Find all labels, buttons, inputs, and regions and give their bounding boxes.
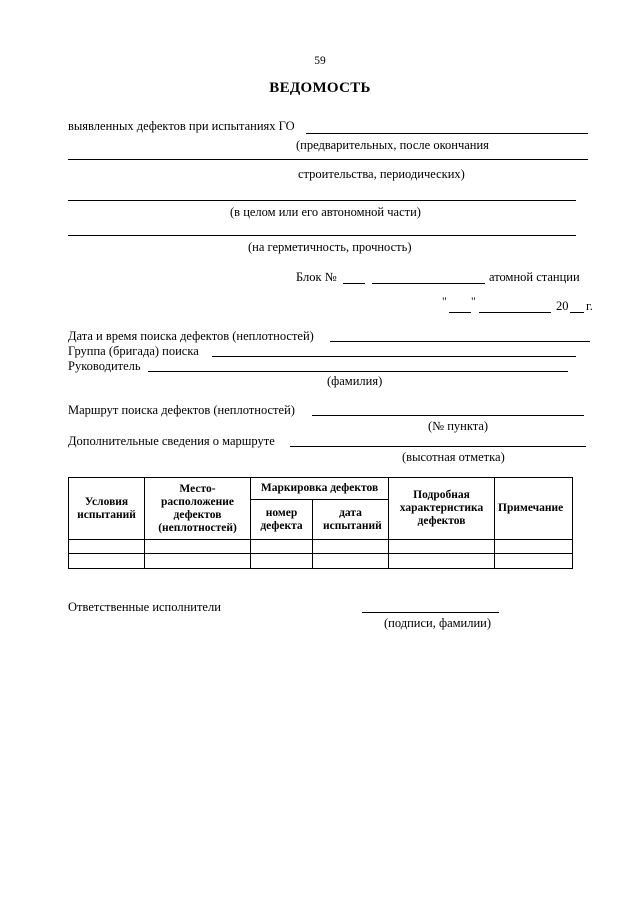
- hint-preliminary: (предварительных, после окончания: [296, 138, 489, 152]
- year-prefix: 20: [556, 299, 569, 313]
- header-note: Примечание: [495, 478, 573, 540]
- signatures-field-line[interactable]: [362, 612, 499, 613]
- header-conditions: Условия испытаний: [69, 478, 145, 540]
- search-datetime-field-line[interactable]: [330, 341, 590, 342]
- test-type-field-line[interactable]: [306, 133, 588, 134]
- block-label: Блок №: [296, 270, 337, 284]
- object-part-field-line[interactable]: [68, 200, 576, 201]
- search-group-field-line[interactable]: [212, 356, 576, 357]
- station-label: атомной станции: [489, 270, 580, 284]
- table-cell[interactable]: [495, 554, 573, 569]
- search-group-label: Группа (бригада) поиска: [68, 344, 199, 358]
- header-location: Место-расположение дефектов (неплотностей): [145, 478, 251, 540]
- header-defect-number: номер дефекта: [251, 500, 313, 540]
- month-field-line[interactable]: [479, 312, 551, 313]
- block-number-field-line[interactable]: [343, 283, 365, 284]
- route-extra-label: Дополнительные сведения о маршруте: [68, 434, 275, 448]
- hint-surname: (фамилия): [327, 374, 383, 388]
- header-description: Подробная характеристика дефектов: [389, 478, 495, 540]
- table-cell[interactable]: [251, 554, 313, 569]
- day-field-line[interactable]: [449, 312, 471, 313]
- table-cell[interactable]: [313, 554, 389, 569]
- date-open-quote: ": [442, 296, 447, 308]
- hint-tightness-strength: (на герметичность, прочность): [248, 240, 412, 254]
- hint-construction: строительства, периодических): [298, 167, 465, 181]
- table-cell[interactable]: [145, 540, 251, 554]
- page-number: 59: [314, 55, 326, 67]
- year-suffix: г.: [586, 299, 593, 313]
- station-name-field-line[interactable]: [372, 283, 485, 284]
- document-title: ВЕДОМОСТЬ: [269, 80, 371, 96]
- hint-point-number: (№ пункта): [428, 419, 489, 433]
- table-cell[interactable]: [145, 554, 251, 569]
- route-field-line[interactable]: [312, 415, 584, 416]
- search-datetime-label: Дата и время поиска дефектов (неплотностей): [68, 329, 314, 343]
- hint-signatures: (подписи, фамилии): [384, 616, 491, 630]
- hint-altitude: (высотная отметка): [402, 450, 505, 464]
- table-cell[interactable]: [389, 554, 495, 569]
- responsible-label: Ответственные исполнители: [68, 600, 221, 614]
- header-test-date: дата испытаний: [313, 500, 389, 540]
- table-cell[interactable]: [69, 540, 145, 554]
- defects-table: [68, 477, 573, 569]
- date-close-quote: ": [471, 296, 476, 308]
- year-field-line[interactable]: [570, 312, 584, 313]
- header-marking: Маркировка дефектов: [251, 478, 389, 500]
- test-kind-field-line[interactable]: [68, 235, 576, 236]
- hint-whole-or-part: (в целом или его автономной части): [230, 205, 421, 219]
- leader-field-line[interactable]: [148, 371, 568, 372]
- table-cell[interactable]: [251, 540, 313, 554]
- route-label: Маршрут поиска дефектов (неплотностей): [68, 403, 295, 417]
- leader-label: Руководитель: [68, 359, 141, 373]
- table-cell[interactable]: [313, 540, 389, 554]
- table-cell[interactable]: [69, 554, 145, 569]
- table-cell[interactable]: [389, 540, 495, 554]
- test-type-continuation-line[interactable]: [68, 159, 588, 160]
- route-extra-field-line[interactable]: [290, 446, 586, 447]
- table-cell[interactable]: [495, 540, 573, 554]
- defects-label: выявленных дефектов при испытаниях ГО: [68, 119, 295, 133]
